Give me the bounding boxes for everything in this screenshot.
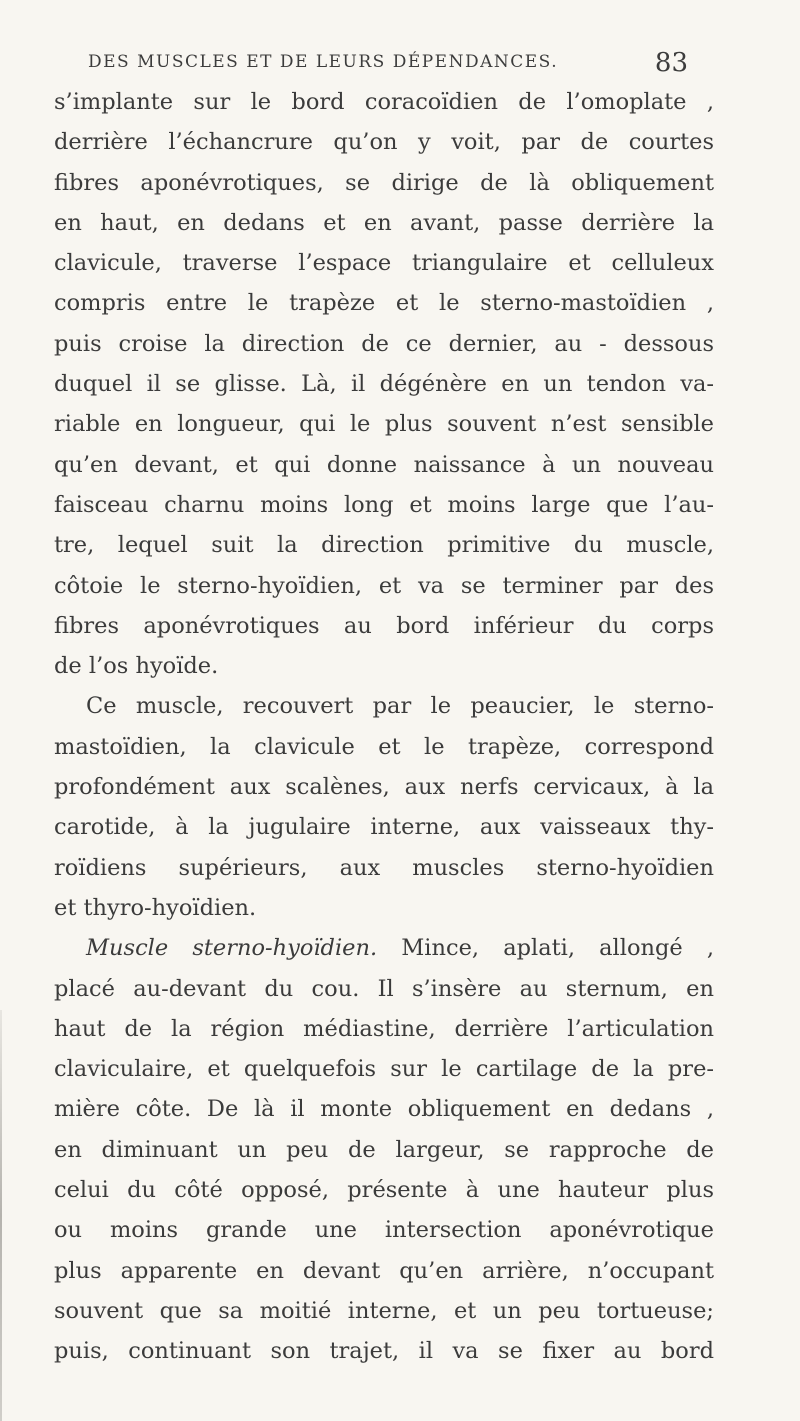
page-binding-edge	[0, 1010, 2, 1421]
text-line: riable en longueur, qui le plus souvent n’est sensible	[54, 411, 714, 438]
text-line: puis croise la direction de ce dernier, au - dessous	[54, 330, 714, 357]
text-line: en haut, en dedans et en avant, passe derrière la	[54, 209, 714, 236]
text-line: Ce muscle, recouvert par le peaucier, le sterno-	[86, 693, 714, 720]
text-line: mastoïdien, la clavicule et le trapèze, correspond	[54, 733, 714, 760]
text-line: fibres aponévrotiques, se dirige de là obliquement	[54, 169, 714, 196]
text-line: de l’os hyoïde.	[54, 653, 219, 680]
running-head: DES MUSCLES ET DE LEURS DÉPENDANCES.	[88, 52, 559, 72]
text-line: fibres aponévrotiques au bord inférieur du corps	[54, 612, 714, 639]
section-title: Muscle sterno-hyoïdien.	[86, 935, 378, 962]
text-line: celui du côté opposé, présente à une hauteur plus	[54, 1177, 714, 1204]
text-line: puis, continuant son trajet, il va se fixer au bord	[54, 1338, 714, 1365]
text-line: s’implante sur le bord coracoïdien de l’omoplate ,	[54, 89, 714, 115]
text-line: mière côte. De là il monte obliquement en dedans ,	[54, 1096, 714, 1123]
text-line: qu’en devant, et qui donne naissance à un nouveau	[54, 451, 714, 478]
text-line: ou moins grande une intersection aponévrotique	[54, 1217, 714, 1244]
text-line: placé au-devant du cou. Il s’insère au sternum, en	[54, 975, 714, 1002]
text-line: faisceau charnu moins long et moins large que l’au-	[54, 491, 714, 518]
text-body	[54, 82, 714, 1372]
text-line: haut de la région médiastine, derrière l’articulation	[54, 1015, 714, 1042]
text-line: en diminuant un peu de largeur, se rapproche de	[54, 1136, 714, 1163]
text-fragment: Mince, aplati, allongé ,	[401, 935, 714, 962]
page-number: 83	[654, 48, 688, 78]
text-line: clavicule, traverse l’espace triangulaire et celluleux	[54, 250, 714, 277]
text-line: tre, lequel suit la direction primitive du muscle,	[54, 532, 714, 559]
text-line: côtoie le sterno-hyoïdien, et va se terminer par des	[54, 572, 714, 599]
text-line: et thyro-hyoïdien.	[54, 894, 257, 921]
text-line: derrière l’échancrure qu’on y voit, par de courtes	[54, 129, 714, 156]
text-line: souvent que sa moitié interne, et un peu tortueuse;	[54, 1297, 714, 1324]
text-line: profondément aux scalènes, aux nerfs cervicaux, à la	[54, 774, 714, 801]
text-line: carotide, à la jugulaire interne, aux vaisseaux thy-	[54, 814, 714, 841]
text-line: duquel il se glisse. Là, il dégénère en un tendon va-	[54, 371, 714, 398]
text-line: compris entre le trapèze et le sterno-mastoïdien ,	[54, 290, 714, 317]
text-line: plus apparente en devant qu’en arrière, n’occupant	[54, 1257, 714, 1284]
text-line: claviculaire, et quelquefois sur le cartilage de la pre-	[54, 1056, 714, 1083]
text-line	[54, 928, 714, 968]
text-line: roïdiens supérieurs, aux muscles sterno-hyoïdien	[54, 854, 714, 881]
